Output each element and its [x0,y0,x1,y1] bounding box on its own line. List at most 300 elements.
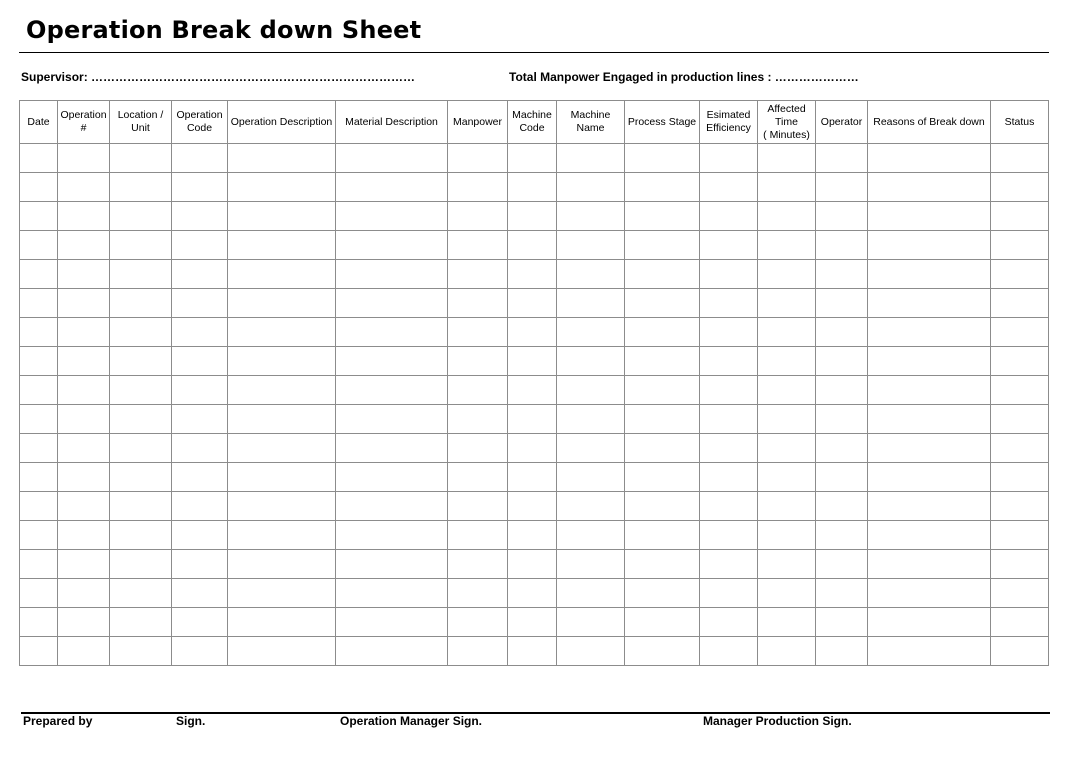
table-cell[interactable] [336,173,448,202]
table-cell[interactable] [700,434,758,463]
table-cell[interactable] [110,173,172,202]
table-cell[interactable] [508,347,557,376]
table-cell[interactable] [172,550,228,579]
table-cell[interactable] [228,521,336,550]
table-cell[interactable] [557,463,625,492]
table-cell[interactable] [991,231,1049,260]
table-cell[interactable] [816,318,868,347]
table-cell[interactable] [20,260,58,289]
table-cell[interactable] [58,434,110,463]
table-cell[interactable] [758,318,816,347]
table-cell[interactable] [336,608,448,637]
table-cell[interactable] [58,405,110,434]
breakdown-table [19,100,1049,666]
table-cell[interactable] [58,492,110,521]
table-cell[interactable] [991,579,1049,608]
table-cell[interactable] [557,608,625,637]
table-cell[interactable] [228,434,336,463]
table-cell[interactable] [758,434,816,463]
table-cell[interactable] [991,637,1049,666]
table-cell[interactable] [700,637,758,666]
table-cell[interactable] [816,376,868,405]
table-cell[interactable] [868,318,991,347]
table-cell[interactable] [625,492,700,521]
table-cell[interactable] [228,144,336,173]
table-cell[interactable] [868,550,991,579]
table-cell[interactable] [816,144,868,173]
table-cell[interactable] [625,608,700,637]
table-cell[interactable] [228,202,336,231]
table-row [20,637,1049,666]
table-cell[interactable] [557,347,625,376]
table-cell[interactable] [20,434,58,463]
table-cell[interactable] [448,347,508,376]
table-cell[interactable] [557,550,625,579]
table-cell[interactable] [816,289,868,318]
table-cell[interactable] [868,579,991,608]
table-cell[interactable] [508,173,557,202]
table-cell[interactable] [508,492,557,521]
table-cell[interactable] [557,144,625,173]
table-cell[interactable] [625,637,700,666]
table-cell[interactable] [625,347,700,376]
table-cell[interactable] [868,405,991,434]
table-cell[interactable] [700,289,758,318]
table-cell[interactable] [557,318,625,347]
table-cell[interactable] [110,579,172,608]
table-row [20,144,1049,173]
table-cell[interactable] [20,376,58,405]
table-cell[interactable] [110,637,172,666]
column-header-status: Status [991,101,1049,144]
table-cell[interactable] [758,463,816,492]
table-cell[interactable] [868,260,991,289]
table-cell[interactable] [758,637,816,666]
table-cell[interactable] [228,289,336,318]
table-cell[interactable] [58,637,110,666]
table-row [20,492,1049,521]
table-cell[interactable] [448,144,508,173]
table-cell[interactable] [991,434,1049,463]
table-cell[interactable] [508,318,557,347]
table-cell[interactable] [228,550,336,579]
table-row [20,405,1049,434]
table-cell[interactable] [625,144,700,173]
table-cell[interactable] [448,231,508,260]
table-cell[interactable] [336,550,448,579]
table-cell[interactable] [758,376,816,405]
table-cell[interactable] [228,637,336,666]
table-cell[interactable] [58,521,110,550]
table-row [20,463,1049,492]
table-cell[interactable] [228,579,336,608]
table-cell[interactable] [336,492,448,521]
table-cell[interactable] [20,144,58,173]
table-cell[interactable] [172,405,228,434]
table-cell[interactable] [20,550,58,579]
table-cell[interactable] [448,463,508,492]
table-cell[interactable] [172,376,228,405]
table-cell[interactable] [700,202,758,231]
table-cell[interactable] [110,289,172,318]
table-cell[interactable] [758,202,816,231]
table-cell[interactable] [336,289,448,318]
table-cell[interactable] [508,434,557,463]
column-header-operator: Operator [816,101,868,144]
table-cell[interactable] [228,260,336,289]
table-cell[interactable] [172,579,228,608]
table-cell[interactable] [58,202,110,231]
table-cell[interactable] [448,521,508,550]
table-cell[interactable] [228,231,336,260]
table-cell[interactable] [508,579,557,608]
table-cell[interactable] [58,550,110,579]
table-cell[interactable] [868,492,991,521]
table-row [20,202,1049,231]
table-cell[interactable] [508,463,557,492]
table-body [20,144,1049,666]
table-cell[interactable] [557,637,625,666]
table-cell[interactable] [557,405,625,434]
table-cell[interactable] [58,144,110,173]
table-cell[interactable] [700,173,758,202]
table-cell[interactable] [508,405,557,434]
table-cell[interactable] [336,202,448,231]
table-cell[interactable] [172,144,228,173]
table-cell[interactable] [110,521,172,550]
table-cell[interactable] [110,434,172,463]
column-header-location-unit: Location / Unit [110,101,172,144]
table-cell[interactable] [700,376,758,405]
table-cell[interactable] [816,347,868,376]
table-cell[interactable] [758,347,816,376]
table-cell[interactable] [991,173,1049,202]
column-header-machine-code: Machine Code [508,101,557,144]
table-cell[interactable] [758,405,816,434]
table-cell[interactable] [336,260,448,289]
table-cell[interactable] [991,144,1049,173]
table-cell[interactable] [110,144,172,173]
table-cell[interactable] [625,260,700,289]
table-cell[interactable] [448,289,508,318]
table-cell[interactable] [991,492,1049,521]
table-cell[interactable] [110,492,172,521]
column-header-machine-name: Machine Name [557,101,625,144]
table-cell[interactable] [110,202,172,231]
table-cell[interactable] [58,260,110,289]
table-cell[interactable] [991,289,1049,318]
table-cell[interactable] [448,637,508,666]
table-cell[interactable] [110,405,172,434]
table-cell[interactable] [508,637,557,666]
table-cell[interactable] [336,144,448,173]
table-cell[interactable] [557,434,625,463]
supervisor-field[interactable]: Supervisor: ……………………………………………………………………… [21,70,416,84]
table-cell[interactable] [816,550,868,579]
table-cell[interactable] [172,173,228,202]
table-cell[interactable] [110,608,172,637]
table-cell[interactable] [758,492,816,521]
table-cell[interactable] [110,347,172,376]
table-cell[interactable] [816,405,868,434]
table-cell[interactable] [448,405,508,434]
table-cell[interactable] [508,521,557,550]
table-cell[interactable] [508,202,557,231]
table-cell[interactable] [557,202,625,231]
table-cell[interactable] [110,463,172,492]
table-cell[interactable] [868,289,991,318]
table-cell[interactable] [172,202,228,231]
table-cell[interactable] [991,376,1049,405]
table-cell[interactable] [700,347,758,376]
table-row [20,550,1049,579]
table-cell[interactable] [58,347,110,376]
table-cell[interactable] [758,289,816,318]
table-cell[interactable] [868,608,991,637]
table-cell[interactable] [336,434,448,463]
table-cell[interactable] [991,463,1049,492]
table-cell[interactable] [700,492,758,521]
table-cell[interactable] [448,550,508,579]
table-cell[interactable] [700,608,758,637]
table-row [20,434,1049,463]
table-cell[interactable] [557,260,625,289]
table-cell[interactable] [336,318,448,347]
table-cell[interactable] [172,463,228,492]
total-manpower-field[interactable]: Total Manpower Engaged in production lines : ………………… [509,70,859,84]
table-cell[interactable] [228,318,336,347]
table-cell[interactable] [58,318,110,347]
table-cell[interactable] [700,144,758,173]
table-cell[interactable] [228,405,336,434]
table-cell[interactable] [816,231,868,260]
table-cell[interactable] [20,231,58,260]
table-cell[interactable] [110,550,172,579]
table-cell[interactable] [991,608,1049,637]
table-cell[interactable] [172,260,228,289]
table-cell[interactable] [58,231,110,260]
table-cell[interactable] [758,260,816,289]
table-cell[interactable] [557,231,625,260]
table-cell[interactable] [336,376,448,405]
table-cell[interactable] [508,144,557,173]
table-cell[interactable] [816,202,868,231]
table-cell[interactable] [816,260,868,289]
table-cell[interactable] [336,347,448,376]
table-cell[interactable] [20,202,58,231]
table-cell[interactable] [172,231,228,260]
table-cell[interactable] [448,202,508,231]
table-cell[interactable] [172,318,228,347]
table-cell[interactable] [625,376,700,405]
table-cell[interactable] [625,318,700,347]
table-cell[interactable] [20,608,58,637]
table-cell[interactable] [625,231,700,260]
table-cell[interactable] [557,289,625,318]
table-cell[interactable] [625,579,700,608]
table-cell[interactable] [991,405,1049,434]
table-cell[interactable] [700,463,758,492]
table-cell[interactable] [868,463,991,492]
table-cell[interactable] [816,463,868,492]
table-cell[interactable] [868,376,991,405]
table-cell[interactable] [625,550,700,579]
table-header-row [20,101,1049,144]
table-cell[interactable] [700,405,758,434]
table-cell[interactable] [172,521,228,550]
table-cell[interactable] [625,405,700,434]
table-cell[interactable] [20,463,58,492]
table-cell[interactable] [868,637,991,666]
table-cell[interactable] [336,637,448,666]
table-cell[interactable] [625,289,700,318]
table-cell[interactable] [110,260,172,289]
table-cell[interactable] [110,318,172,347]
table-cell[interactable] [110,231,172,260]
table-row [20,260,1049,289]
table-cell[interactable] [816,521,868,550]
table-cell[interactable] [991,347,1049,376]
table-cell[interactable] [700,231,758,260]
table-cell[interactable] [508,608,557,637]
table-cell[interactable] [448,608,508,637]
table-cell[interactable] [991,318,1049,347]
table-cell[interactable] [58,579,110,608]
table-cell[interactable] [625,202,700,231]
table-cell[interactable] [700,579,758,608]
table-cell[interactable] [448,260,508,289]
table-cell[interactable] [228,463,336,492]
table-cell[interactable] [758,144,816,173]
page-title: Operation Break down Sheet [26,16,422,44]
table-cell[interactable] [336,231,448,260]
table-cell[interactable] [20,492,58,521]
table-cell[interactable] [172,289,228,318]
table-cell[interactable] [20,318,58,347]
table-cell[interactable] [868,231,991,260]
table-cell[interactable] [228,376,336,405]
column-header-operation-code: Operation Code [172,101,228,144]
table-cell[interactable] [758,173,816,202]
table-cell[interactable] [58,608,110,637]
table-cell[interactable] [758,550,816,579]
table-cell[interactable] [448,318,508,347]
table-cell[interactable] [625,173,700,202]
column-header-operation-number: Operation # [58,101,110,144]
table-cell[interactable] [20,637,58,666]
operation-manager-sign-label: Operation Manager Sign. [340,714,483,728]
table-cell[interactable] [700,521,758,550]
table-cell[interactable] [557,173,625,202]
table-cell[interactable] [58,289,110,318]
table-row [20,289,1049,318]
table-cell[interactable] [172,637,228,666]
table-cell[interactable] [816,434,868,463]
table-cell[interactable] [336,579,448,608]
table-cell[interactable] [508,550,557,579]
table-cell[interactable] [172,492,228,521]
table-cell[interactable] [448,173,508,202]
table-cell[interactable] [110,376,172,405]
table-row [20,376,1049,405]
table-cell[interactable] [20,405,58,434]
table-cell[interactable] [336,463,448,492]
table-cell[interactable] [448,434,508,463]
table-cell[interactable] [700,550,758,579]
table-cell[interactable] [172,434,228,463]
table-cell[interactable] [557,579,625,608]
table-cell[interactable] [868,144,991,173]
table-cell[interactable] [20,521,58,550]
table-cell[interactable] [868,347,991,376]
table-cell[interactable] [758,608,816,637]
table-cell[interactable] [172,608,228,637]
table-cell[interactable] [20,173,58,202]
table-cell[interactable] [172,347,228,376]
table-cell[interactable] [508,289,557,318]
table-cell[interactable] [448,376,508,405]
table-cell[interactable] [508,376,557,405]
prepared-by-label: Prepared by [23,714,93,728]
table-cell[interactable] [816,579,868,608]
table-cell[interactable] [816,492,868,521]
table-cell[interactable] [991,202,1049,231]
table-cell[interactable] [816,173,868,202]
table-cell[interactable] [58,463,110,492]
column-header-breakdown-reasons: Reasons of Break down [868,101,991,144]
table-cell[interactable] [625,521,700,550]
table-cell[interactable] [557,492,625,521]
table-cell[interactable] [816,637,868,666]
table-cell[interactable] [758,521,816,550]
table-cell[interactable] [508,231,557,260]
table-cell[interactable] [336,521,448,550]
table-cell[interactable] [700,260,758,289]
table-cell[interactable] [991,550,1049,579]
table-cell[interactable] [625,434,700,463]
table-row [20,347,1049,376]
table-cell[interactable] [58,173,110,202]
table-cell[interactable] [868,173,991,202]
column-header-process-stage: Process Stage [625,101,700,144]
table-cell[interactable] [228,173,336,202]
table-cell[interactable] [991,521,1049,550]
table-cell[interactable] [816,608,868,637]
table-cell[interactable] [868,521,991,550]
table-cell[interactable] [868,434,991,463]
table-row [20,608,1049,637]
table-cell[interactable] [20,347,58,376]
table-cell[interactable] [758,231,816,260]
table-cell[interactable] [448,492,508,521]
table-cell[interactable] [228,492,336,521]
table-cell[interactable] [700,318,758,347]
table-cell[interactable] [625,463,700,492]
table-cell[interactable] [991,260,1049,289]
table-cell[interactable] [448,579,508,608]
table-cell[interactable] [58,376,110,405]
table-cell[interactable] [868,202,991,231]
table-cell[interactable] [758,579,816,608]
table-cell[interactable] [20,579,58,608]
table-cell[interactable] [228,347,336,376]
table-cell[interactable] [557,521,625,550]
table-cell[interactable] [557,376,625,405]
table-cell[interactable] [20,289,58,318]
table-cell[interactable] [336,405,448,434]
table-cell[interactable] [508,260,557,289]
table-cell[interactable] [228,608,336,637]
